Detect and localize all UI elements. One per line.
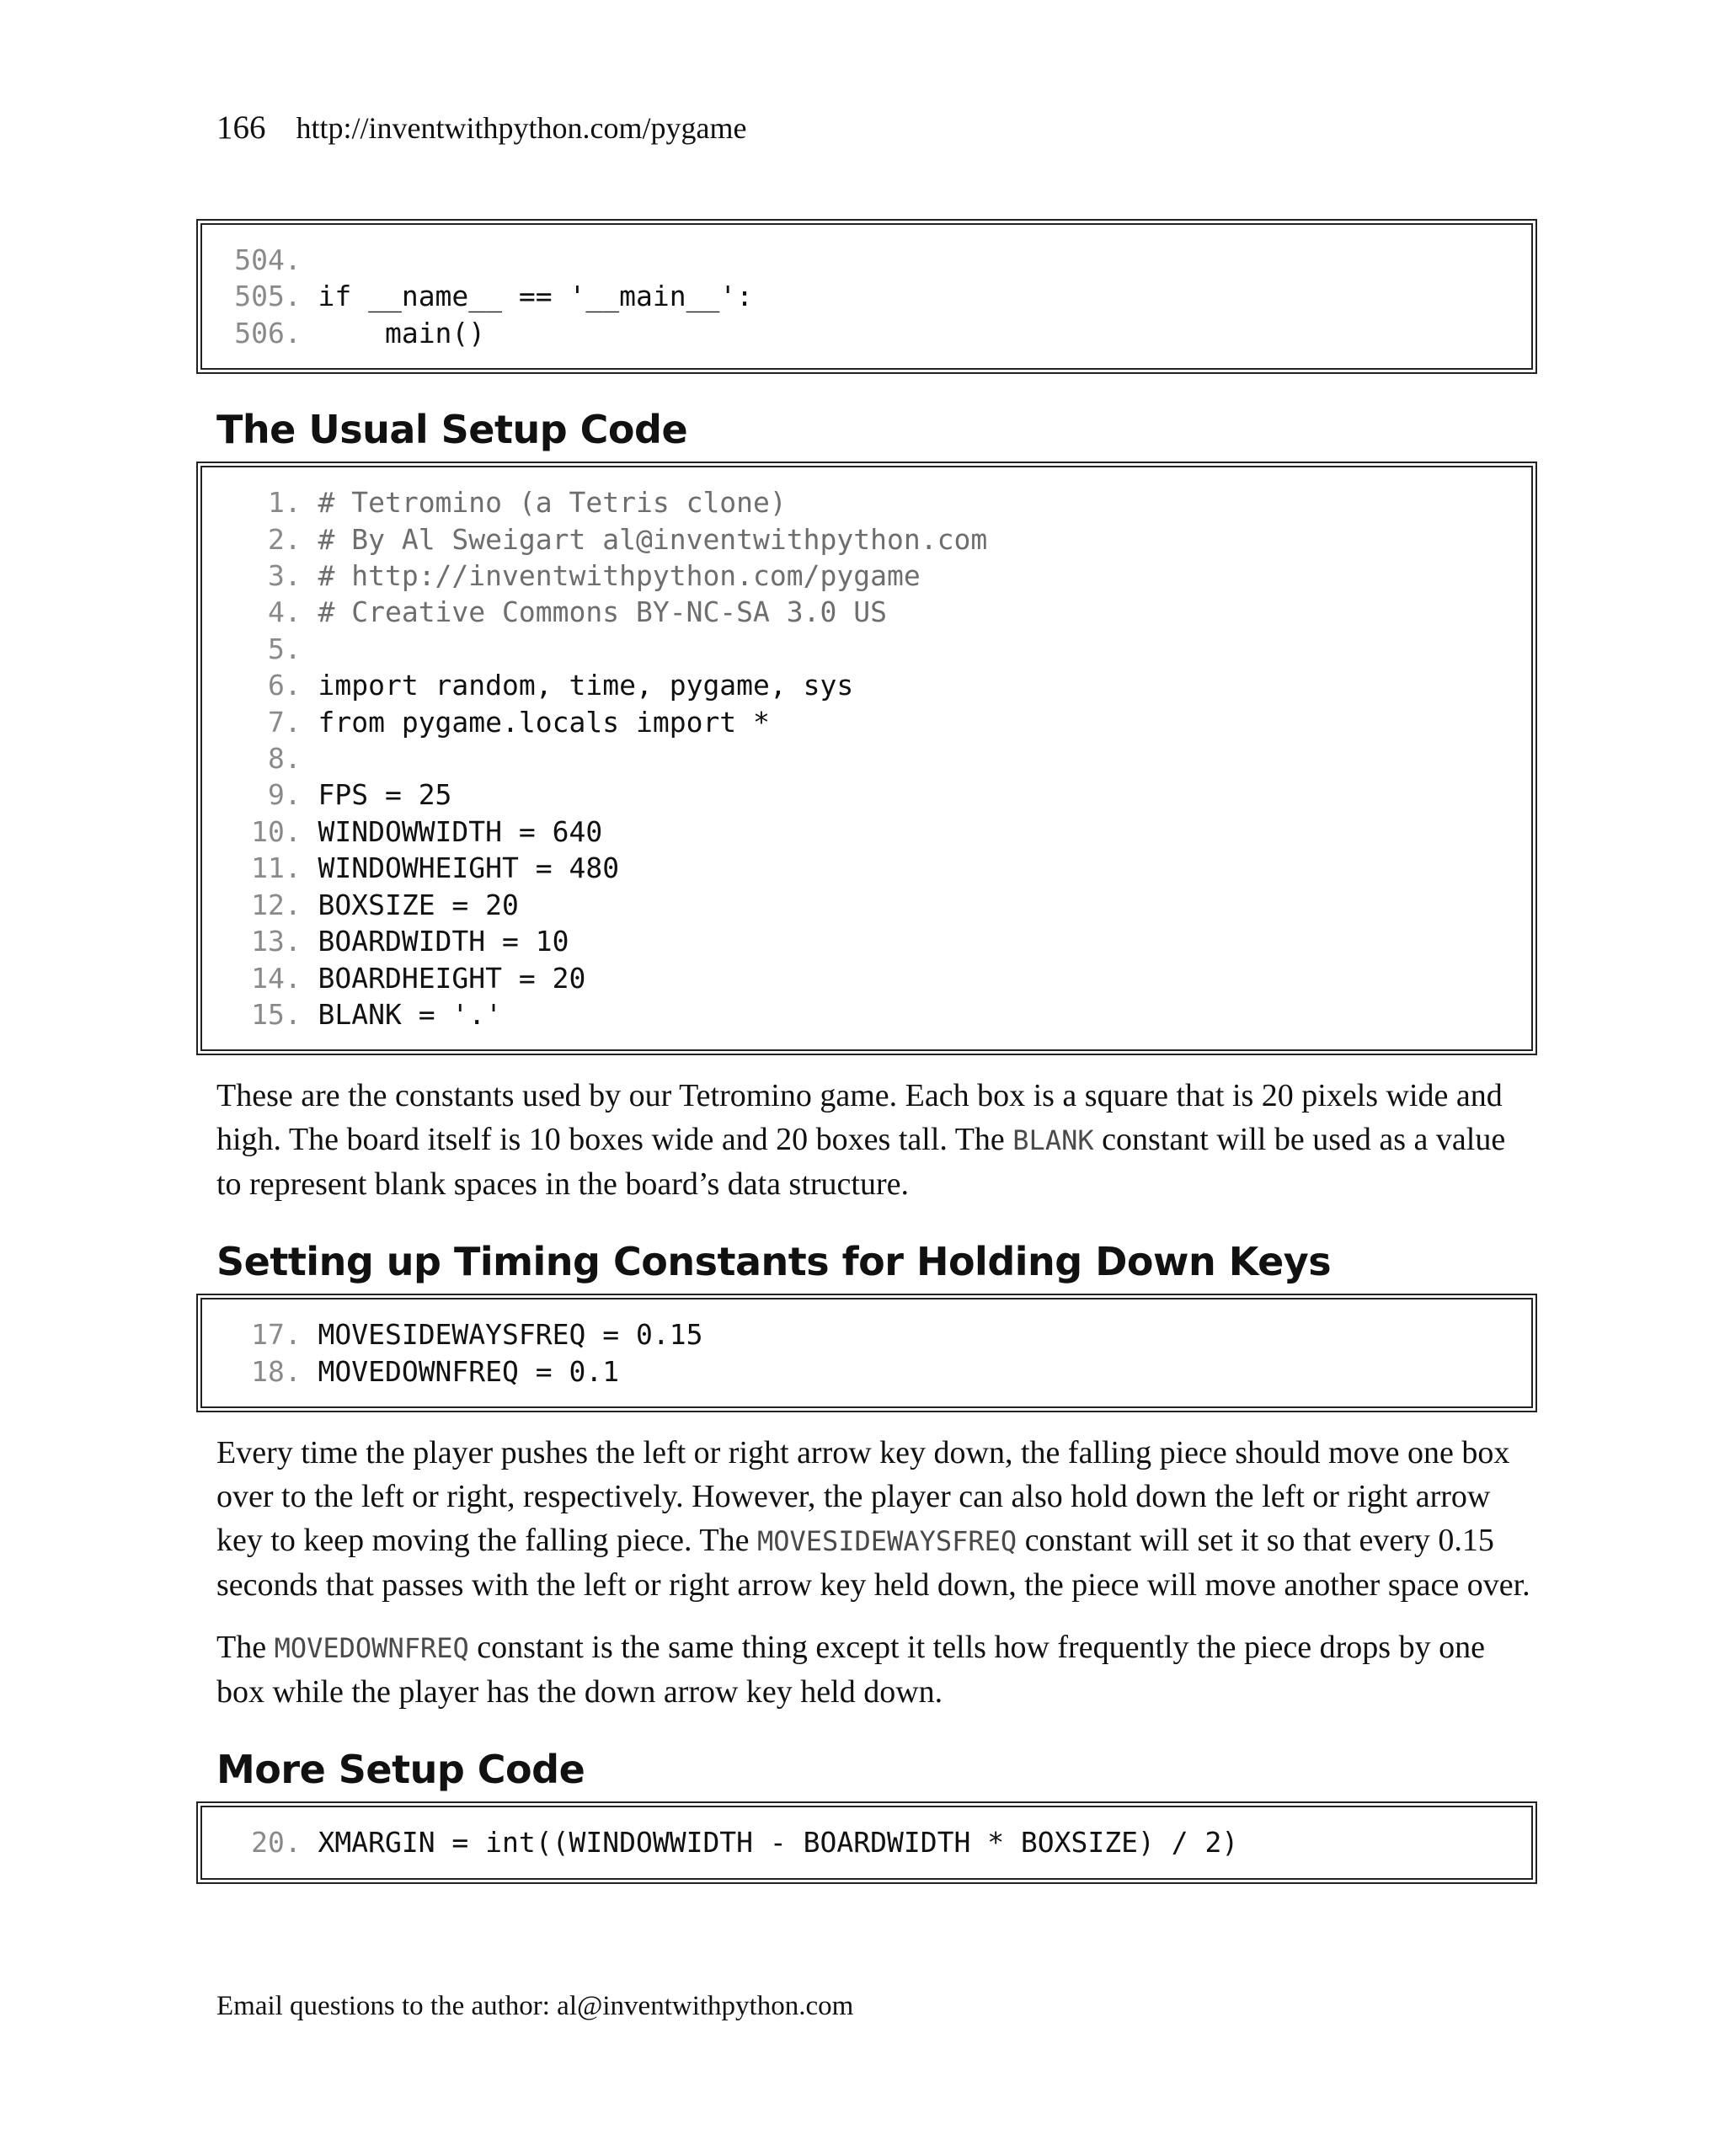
header-url: http://inventwithpython.com/pygame [296,111,747,145]
code-text: WINDOWHEIGHT = 480 [318,851,620,885]
line-number: 11. [251,851,302,885]
code-line [221,923,1513,959]
code-line [221,1353,1513,1390]
code-text: from pygame.locals import * [318,705,770,739]
line-number: 13. [251,925,302,958]
page-content [196,219,1537,1884]
code-block [196,219,1537,374]
code-line [221,558,1513,594]
line-number: 12. [251,888,302,921]
line-number: 4. [267,595,302,629]
line-number: 14. [251,961,302,995]
line-number: 2. [267,522,302,556]
code-text: import random, time, pygame, sys [318,669,854,702]
page-number: 166 [216,109,266,146]
code-block [196,1801,1537,1883]
code-comment: # Creative Commons BY-NC-SA 3.0 US [318,595,887,629]
text-run: constant is the same thing except it tells how frequently the piece drops by one box while the player has the down arrow key held down. [216,1630,1485,1710]
code-text: main() [318,316,486,350]
section-heading: Setting up Timing Constants for Holding Down Keys [216,1239,1332,1285]
text-run: Every time the player pushes the left or right arrow key down, the falling piece should move one box over to the left or right, respectively. However, the player can also hold down the left or right arrow key to keep moving the falling piece. The [216,1435,1510,1559]
code-text: MOVESIDEWAYSFREQ = 0.15 [318,1318,703,1352]
code-line [221,667,1513,703]
line-number: 506. [234,316,302,350]
inline-code: MOVEDOWNFREQ [274,1632,469,1665]
code-line [221,814,1513,850]
line-number: 3. [267,559,302,593]
code-line [221,740,1513,776]
section-heading: The Usual Setup Code [216,407,688,453]
line-number: 1. [267,486,302,520]
code-line [221,521,1513,558]
page-footer: Email questions to the author: al@inventwithpython.com [216,1991,854,2021]
inline-code: BLANK [1012,1124,1094,1157]
code-text: BOARDHEIGHT = 20 [318,961,586,995]
line-number: 15. [251,997,302,1031]
code-text: BOXSIZE = 20 [318,888,519,921]
code-text: MOVEDOWNFREQ = 0.1 [318,1354,620,1388]
body-paragraph [216,1431,1530,1607]
code-line [221,776,1513,813]
code-line [221,594,1513,630]
code-line [221,850,1513,886]
text-run: The [216,1630,275,1666]
line-number: 20. [251,1826,302,1860]
code-line [221,1824,1513,1860]
line-number: 505. [234,280,302,313]
body-paragraph [216,1074,1530,1206]
line-number: 18. [251,1354,302,1388]
line-number: 8. [267,742,302,776]
code-line [221,315,1513,351]
line-number: 5. [267,632,302,665]
section-heading: More Setup Code [216,1747,585,1793]
text-run: These are the constants used by our Tetromino game. Each box is a square that is 20 pixels wide and high. The board itself is 10 boxes wide and 20 boxes tall. The [216,1078,1503,1158]
code-line [221,960,1513,996]
code-line [221,242,1513,278]
code-block [196,462,1537,1055]
code-line [221,704,1513,740]
code-line [221,1316,1513,1353]
code-text: FPS = 25 [318,778,452,812]
line-number: 9. [267,778,302,812]
line-number: 6. [267,669,302,702]
code-comment: # http://inventwithpython.com/pygame [318,559,921,593]
code-text: BOARDWIDTH = 10 [318,925,569,958]
code-line [221,631,1513,667]
text-run: constant will be used as a value to represent blank spaces in the board’s data structure. [216,1122,1506,1203]
code-text: if __name__ == '__main__': [318,280,754,313]
line-number: 17. [251,1318,302,1352]
page-header [216,108,746,148]
code-text: XMARGIN = int((WINDOWWIDTH - BOARDWIDTH * BOXSIZE) / 2) [318,1826,1239,1860]
line-number: 10. [251,814,302,848]
line-number: 504. [234,243,302,276]
code-comment: # Tetromino (a Tetris clone) [318,486,787,520]
code-block [196,1294,1537,1412]
code-line [221,887,1513,923]
code-line [221,996,1513,1033]
line-number: 7. [267,705,302,739]
code-line [221,484,1513,520]
code-comment: # By Al Sweigart al@inventwithpython.com [318,522,988,556]
code-line [221,278,1513,314]
text-run: constant will set it so that every 0.15 seconds that passes with the left or right arrow key held down, the piece will move another space over. [216,1523,1530,1604]
body-paragraph [216,1625,1530,1714]
inline-code: MOVESIDEWAYSFREQ [756,1525,1017,1558]
code-text: WINDOWWIDTH = 640 [318,814,603,848]
code-text: BLANK = '.' [318,997,503,1031]
